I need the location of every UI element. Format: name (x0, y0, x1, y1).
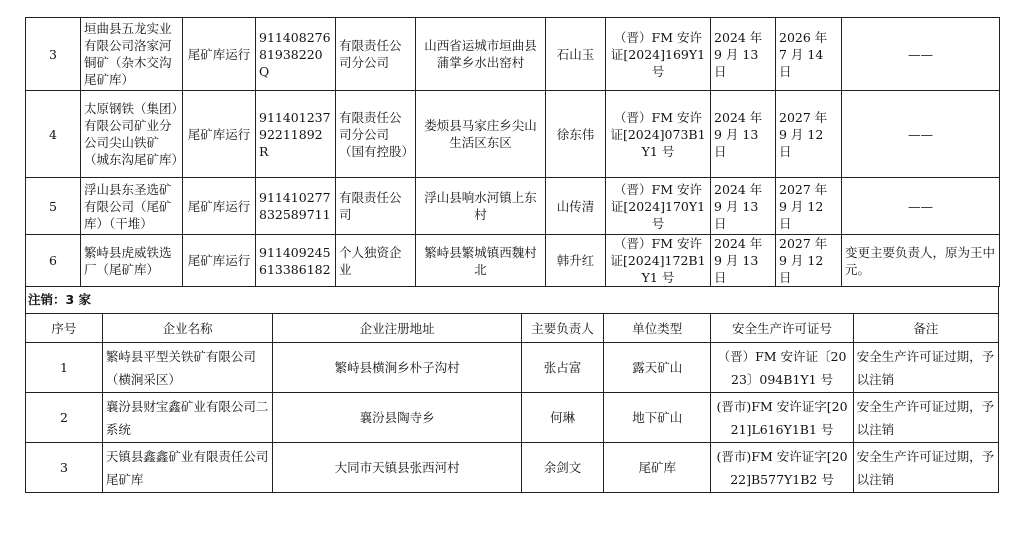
issue-date: 2024 年 9 月 13 日 (711, 91, 776, 178)
company-name: 太原钢铁（集团）有限公司矿业分公司尖山铁矿（城东沟尾矿库） (81, 91, 183, 178)
credit-code: 911409245613386182 (256, 235, 336, 287)
table-row (26, 235, 1000, 287)
company-address: 襄汾县陶寺乡 (273, 393, 522, 443)
company-address: 山西省运城市垣曲县蒲掌乡水出窑村 (416, 18, 546, 91)
table-row (26, 178, 1000, 235)
company-nature: 个人独资企业 (336, 235, 416, 287)
header-license: 安全生产许可证号 (711, 314, 853, 343)
row-number: 2 (26, 393, 103, 443)
responsible-person: 何琳 (521, 393, 603, 443)
responsible-person: 山传清 (546, 178, 606, 235)
table-row (26, 343, 999, 393)
unit-type: 露天矿山 (604, 343, 711, 393)
document-page (25, 17, 999, 493)
issue-date: 2024 年 9 月 13 日 (711, 178, 776, 235)
issue-date: 2024 年 9 月 13 日 (711, 18, 776, 91)
header-address: 企业注册地址 (273, 314, 522, 343)
row-number: 6 (26, 235, 81, 287)
unit-type: 地下矿山 (604, 393, 711, 443)
expire-date: 2027 年 9 月 12 日 (776, 91, 842, 178)
row-number: 1 (26, 343, 103, 393)
company-address: 大同市天镇县张西河村 (273, 443, 522, 493)
company-name: 襄汾县财宝鑫矿业有限公司二系统 (102, 393, 273, 443)
company-name: 浮山县东圣选矿有限公司（尾矿库）（干堆） (81, 178, 183, 235)
license-table (25, 17, 1000, 287)
company-type: 尾矿库运行 (183, 18, 256, 91)
company-name: 天镇县鑫鑫矿业有限责任公司尾矿库 (102, 443, 273, 493)
responsible-person: 张占富 (521, 343, 603, 393)
header-note: 备注 (853, 314, 998, 343)
row-number: 3 (26, 443, 103, 493)
company-type: 尾矿库运行 (183, 235, 256, 287)
responsible-person: 韩升红 (546, 235, 606, 287)
issue-date: 2024 年 9 月 13 日 (711, 235, 776, 287)
header-unit-type: 单位类型 (604, 314, 711, 343)
license-number: （晋）FM 安许证[2024]073B1Y1 号 (606, 91, 711, 178)
remark: 变更主要负责人，原为王中元。 (842, 235, 1000, 287)
expire-date: 2027 年 9 月 12 日 (776, 178, 842, 235)
header-person: 主要负责人 (521, 314, 603, 343)
credit-code: 91140827681938220Q (256, 18, 336, 91)
table-header-row (26, 314, 999, 343)
license-number: （晋）FM 安许证[2024]172B1Y1 号 (606, 235, 711, 287)
expire-date: 2026 年 7 月 14 日 (776, 18, 842, 91)
expire-date: 2027 年 9 月 12 日 (776, 235, 842, 287)
license-number: (晋市)FM 安许证字[2021]L616Y1B1 号 (711, 393, 853, 443)
section-title: 注销：3 家 (25, 287, 999, 313)
company-name: 垣曲县五龙实业有限公司洛家河铜矿（杂木交沟尾矿库） (81, 18, 183, 91)
company-address: 浮山县响水河镇上东村 (416, 178, 546, 235)
table-row (26, 18, 1000, 91)
row-number: 4 (26, 91, 81, 178)
license-number: （晋）FM 安许证[2024]170Y1 号 (606, 178, 711, 235)
cancellation-table (25, 313, 999, 493)
row-number: 3 (26, 18, 81, 91)
company-address: 繁峙县繁城镇西魏村北 (416, 235, 546, 287)
license-number: （晋）FM 安许证[2024]169Y1 号 (606, 18, 711, 91)
license-number: (晋市)FM 安许证字[2022]B577Y1B2 号 (711, 443, 853, 493)
remark: —— (842, 91, 1000, 178)
table-row (26, 91, 1000, 178)
table-row (26, 443, 999, 493)
company-name: 繁峙县虎威铁选厂（尾矿库） (81, 235, 183, 287)
header-no: 序号 (26, 314, 103, 343)
company-type: 尾矿库运行 (183, 91, 256, 178)
responsible-person: 余剑文 (521, 443, 603, 493)
license-number: （晋）FM 安许证〔2023〕094B1Y1 号 (711, 343, 853, 393)
header-name: 企业名称 (102, 314, 273, 343)
company-address: 繁峙县横涧乡朴子沟村 (273, 343, 522, 393)
row-number: 5 (26, 178, 81, 235)
remark: 安全生产许可证过期，予以注销 (853, 443, 998, 493)
credit-code: 91140123792211892R (256, 91, 336, 178)
company-name: 繁峙县平型关铁矿有限公司（横涧采区） (102, 343, 273, 393)
responsible-person: 石山玉 (546, 18, 606, 91)
company-address: 娄烦县马家庄乡尖山生活区东区 (416, 91, 546, 178)
company-nature: 有限责任公司分公司（国有控股） (336, 91, 416, 178)
remark: 安全生产许可证过期，予以注销 (853, 343, 998, 393)
company-type: 尾矿库运行 (183, 178, 256, 235)
remark: 安全生产许可证过期，予以注销 (853, 393, 998, 443)
remark: —— (842, 178, 1000, 235)
remark: —— (842, 18, 1000, 91)
credit-code: 911410277832589711 (256, 178, 336, 235)
table-row (26, 393, 999, 443)
company-nature: 有限责任公司 (336, 178, 416, 235)
company-nature: 有限责任公司分公司 (336, 18, 416, 91)
unit-type: 尾矿库 (604, 443, 711, 493)
responsible-person: 徐东伟 (546, 91, 606, 178)
